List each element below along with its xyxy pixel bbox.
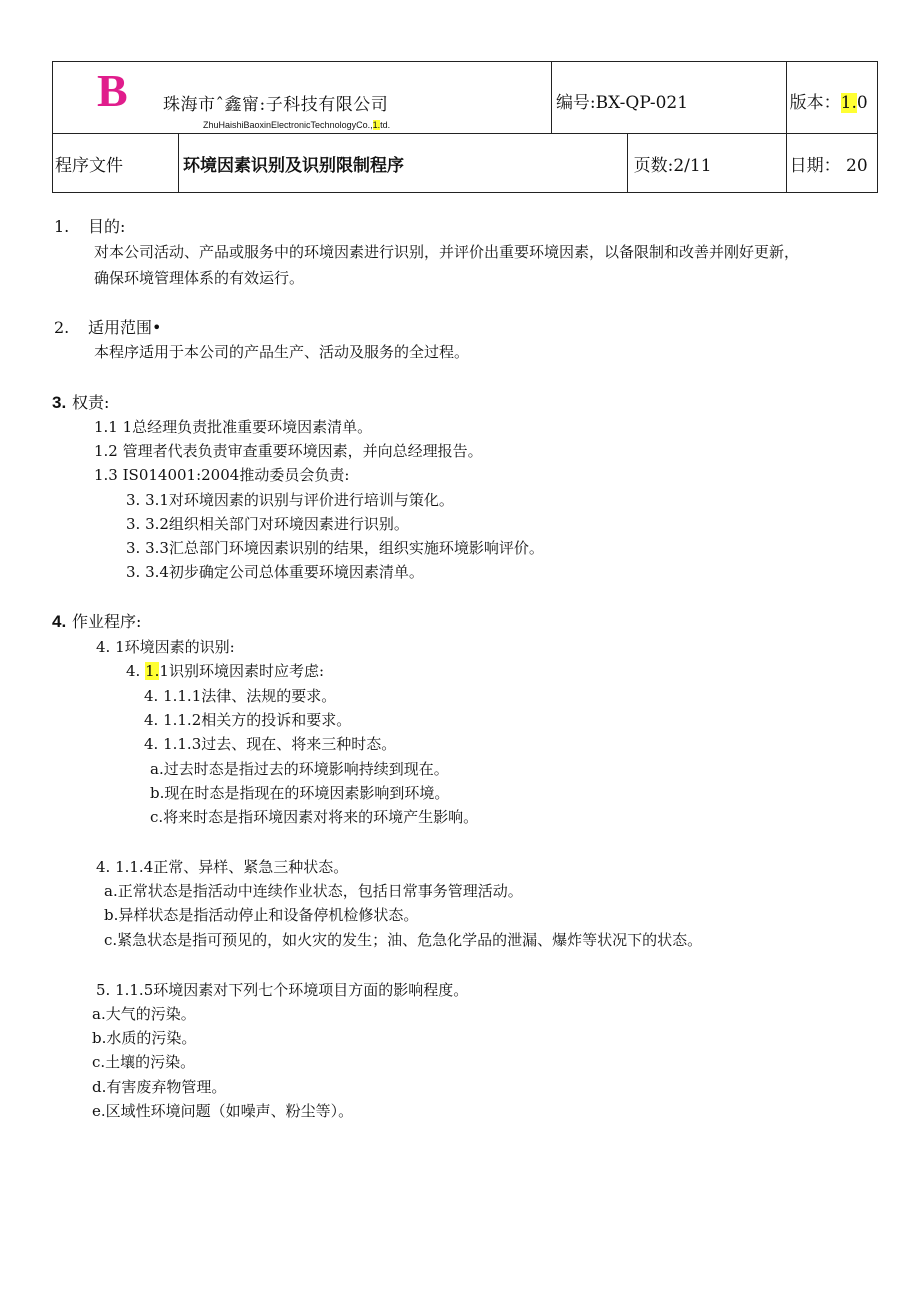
section-3-title: 权责: — [72, 393, 110, 412]
doc-type: 程序文件 — [53, 134, 179, 193]
company-logo: B — [97, 65, 128, 116]
impact-item-d: d.有害废弃物管理。 — [92, 1078, 227, 1096]
state-item-c: c.紧急状态是指可预见的，如火灾的发生；油、危急化学品的泄漏、爆炸等状况下的状态。 — [104, 931, 703, 949]
section-3-subitem-2: 3. 3.2组织相关部门对环境因素进行识别。 — [126, 515, 409, 533]
section-3-number: 3. — [52, 393, 67, 412]
section-3-item-2: 1.2 管理者代表负责审查重要环境因素，并向总经理报告。 — [94, 442, 483, 460]
section-4-title: 作业程序: — [72, 612, 142, 631]
section-1-number: 1. — [54, 217, 70, 236]
section-4-subitem-3: 4. 1.1.3过去、现在、将来三种时态。 — [144, 735, 397, 753]
tense-item-c: c.将来时态是指环境因素对将来的环境产生影响。 — [150, 808, 479, 826]
section-4-subitem-2: 4. 1.1.2相关方的投诉和要求。 — [144, 711, 352, 729]
version-value: 1. — [840, 93, 857, 113]
section-2-title: 适用范围• — [88, 318, 162, 337]
doc-title: 环境因素识别及识别限制程序 — [179, 134, 628, 193]
tense-item-b: b.现在时态是指现在的环境因素影响到环境。 — [150, 784, 450, 802]
section-3-item-3: 1.3 IS014001:2004推动委员会负责: — [94, 466, 350, 484]
section-3-item-1: 1.1 1总经理负责批准重要环境因素清单。 — [94, 418, 373, 436]
page-count: 页数:2/11 — [627, 134, 786, 193]
tense-item-a: a.过去时态是指过去的环境影响持续到现在。 — [150, 760, 449, 778]
section-5-item-1: 5. 1.1.5环境因素对下列七个环境项目方面的影响程度。 — [96, 981, 469, 999]
section-4-item-2: 4. 1.1识别环境因素时应考虑: — [126, 662, 325, 680]
section-4-subitem-4: 4. 1.1.4正常、异样、紧急三种状态。 — [96, 858, 349, 876]
impact-item-b: b.水质的污染。 — [92, 1029, 197, 1047]
section-4-subitem-1: 4. 1.1.1法律、法规的要求。 — [144, 687, 337, 705]
section-3-subitem-4: 3. 3.4初步确定公司总体重要环境因素清单。 — [126, 563, 424, 581]
doc-date: 日期： 20 — [786, 134, 877, 193]
company-name-en: ZhuHaishiBaoxinElectronicTechnologyCo.,1.td. — [203, 120, 391, 130]
section-1-text-line2: 确保环境管理体系的有效运行。 — [94, 269, 305, 287]
version-cell: 版本：1.0 — [786, 62, 877, 134]
section-1-title: 目的: — [88, 217, 126, 236]
state-item-b: b.异样状态是指活动停止和设备停机检修状态。 — [104, 906, 419, 924]
section-1-text-line1: 对本公司活动、产品或服务中的环境因素进行识别，并评价出重要环境因素，以备限制和改善并刚好更新， — [94, 243, 800, 261]
impact-item-c: c.土壤的污染。 — [92, 1053, 196, 1071]
section-2-text: 本程序适用于本公司的产品生产、活动及服务的全过程。 — [94, 343, 470, 361]
company-name-cn: 珠海市ˆ鑫甯:子科技有限公司 — [163, 95, 389, 115]
section-4-number: 4. — [52, 612, 67, 631]
section-3-subitem-1: 3. 3.1对环境因素的识别与评价进行培训与策化。 — [126, 491, 454, 509]
impact-item-e: e.区域性环境问题（如噪声、粉尘等）。 — [92, 1102, 354, 1120]
section-3-subitem-3: 3. 3.3汇总部门环境因素识别的结果，组织实施环境影响评价。 — [126, 539, 544, 557]
section-4-item-1: 4. 1环境因素的识别: — [96, 638, 235, 656]
doc-number: 编号:BX-QP-021 — [551, 62, 786, 134]
state-item-a: a.正常状态是指活动中连续作业状态，包括日常事务管理活动。 — [104, 882, 523, 900]
impact-item-a: a.大气的污染。 — [92, 1005, 196, 1023]
section-2-number: 2. — [54, 318, 70, 337]
